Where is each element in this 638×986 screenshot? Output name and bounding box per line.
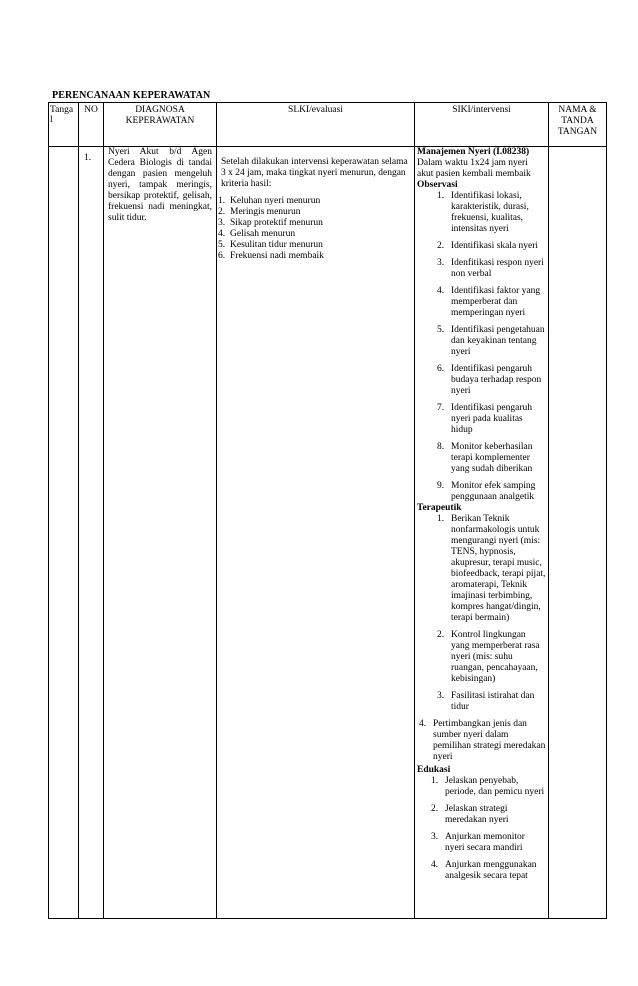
diagnosa-text: Nyeri Akut b/d Agen Cedera Biologis di tandai dengan pasien mengeluh nyeri, tampak meringis, bersikap protektif, gelisah, frekuensi nadi meningkat, sulit tidur. — [108, 147, 212, 223]
list-item: 2. Kontrol lingkungan yang memperberat rasa nyeri (mis: suhu ruangan, pencahayaan, kebisingan) — [437, 630, 540, 684]
list-item: 4. Anjurkan menggunakan analgesik secara tepat — [431, 860, 537, 881]
list-item: 3. Idenfitikasi respon nyeri non verbal — [437, 258, 544, 279]
list-item: 1. Berikan Teknik nonfarmakologis untuk mengurangi nyeri (mis: TENS, hypnosis, akupresur, terapi music, biofeedback, terapi pijat, aromaterapi, Teknik imajinasi terbimbing, kompres hangat/dingin, terapi bermain) — [437, 514, 546, 623]
list-item: 2. Identifikasi skala nyeri — [437, 241, 539, 251]
siki-intro: Dalam waktu 1x24 jam nyeri akut pasien kembali membaik — [417, 158, 531, 179]
slki-intro: Setelah dilakukan intervensi keperawatan selama 3 x 24 jam, maka tingkat nyeri menurun, dengan kriteria hasil: — [221, 157, 408, 189]
header-no: NO — [79, 103, 104, 147]
observasi-list — [417, 191, 546, 503]
page-title: PERENCANAAN KEPERAWATAN — [52, 90, 211, 101]
terapeutik-label: Terapeutik — [417, 503, 462, 513]
header-slki: SLKI/evaluasi — [217, 103, 415, 147]
list-item: 8. Monitor keberhasilan terapi komplementer yang sudah diberikan — [437, 442, 533, 474]
list-item: 3. Anjurkan memonitor nyeri secara mandiri — [431, 832, 525, 853]
siki-heading: Manajemen Nyeri (I.08238) — [417, 147, 530, 157]
list-item: 4. Identifikasi faktor yang memperberat dan memperingan nyeri — [437, 286, 541, 318]
nursing-plan-table — [48, 102, 607, 919]
list-item: 6. Identifikasi pengaruh budaya terhadap respon nyeri — [437, 364, 542, 396]
terapeutik-list — [417, 514, 546, 713]
cell-no: 1. — [79, 147, 104, 919]
header-nama: NAMA & TANDA TANGAN — [549, 103, 607, 147]
edukasi-list — [417, 776, 546, 882]
slki-list — [218, 196, 410, 262]
cell-siki — [415, 147, 549, 919]
list-item: 4. Gelisah menurun — [218, 229, 296, 239]
header-row — [49, 103, 607, 147]
table-row — [49, 147, 607, 919]
edukasi-label: Edukasi — [417, 765, 451, 775]
list-item: 1. Keluhan nyeri menurun — [218, 196, 321, 206]
list-item: 4. Pertimbangkan jenis dan sumber nyeri dalam pemilihan strategi meredakan nyeri — [419, 719, 546, 762]
observasi-label: Observasi — [417, 180, 458, 190]
header-siki: SIKI/intervensi — [415, 103, 549, 147]
header-diagnosa: DIAGNOSA KEPERAWATAN — [104, 103, 217, 147]
list-item: 1. Identifikasi lokasi, karakteristik, durasi, frekuensi, kualitas, intensitas nyeri — [437, 191, 529, 234]
list-item: 1. Jelaskan penyebab, periode, dan pemicu nyeri — [431, 776, 545, 797]
list-item: 2. Meringis menurun — [218, 207, 301, 217]
list-item: 2. Jelaskan strategi meredakan nyeri — [431, 804, 509, 825]
list-item: 5. Kesulitan tidur menurun — [218, 240, 323, 250]
list-item: 9. Monitor efek samping penggunaan analgetik — [437, 481, 536, 502]
header-tanggal: Tanga l — [49, 103, 79, 147]
cell-slki — [217, 147, 415, 919]
list-item: 6. Frekuensi nadi membaik — [218, 251, 324, 261]
cell-diagnosa — [104, 147, 217, 919]
cell-tanggal — [49, 147, 79, 919]
list-item: 3. Sikap protektif menurun — [218, 218, 323, 228]
list-item: 5. Identifikasi pengetahuan dan keyakinan tentang nyeri — [437, 325, 545, 357]
list-item: 3. Fasilitasi istirahat dan tidur — [437, 691, 535, 712]
list-item: 7. Identifikasi pengaruh nyeri pada kualitas hidup — [437, 403, 532, 435]
cell-nama — [549, 147, 607, 919]
